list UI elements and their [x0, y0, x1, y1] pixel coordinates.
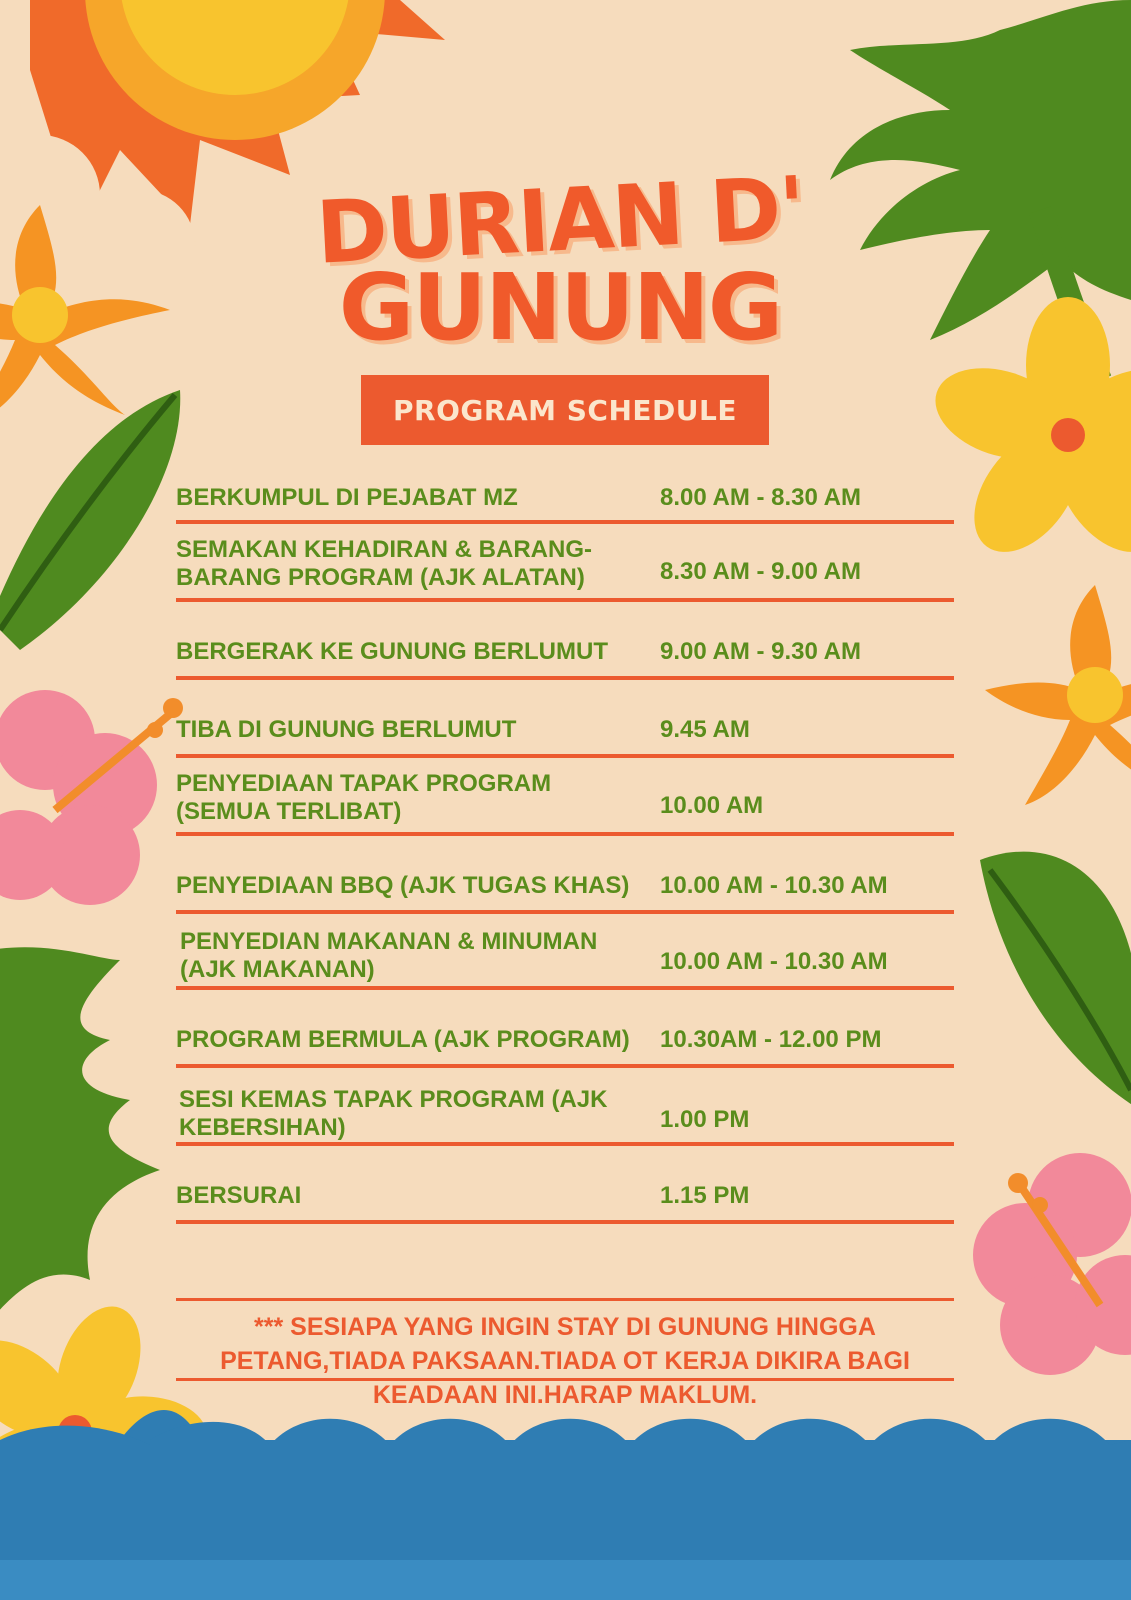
activity-label: SEMAKAN KEHADIRAN & BARANG-BARANG PROGRAM (AJK ALATAN) — [176, 536, 592, 591]
footnote: *** SESIAPA YANG INGIN STAY DI GUNUNG HINGGA PETANG,TIADA PAKSAAN.TIADA OT KERJA DIKIRA BAGI KEADAAN INI.HARAP MAKLUM. — [220, 1313, 910, 1409]
time-label: 10.00 AM - 10.30 AM — [660, 872, 888, 899]
time-label: 1.00 PM — [660, 1106, 750, 1133]
activity-label: PENYEDIAAN BBQ (AJK TUGAS KHAS) — [176, 872, 630, 899]
program-schedule-banner: PROGRAM SCHEDULE — [361, 375, 769, 445]
row-divider — [176, 1142, 954, 1146]
schedule-row — [176, 470, 954, 524]
row-divider — [176, 1064, 954, 1068]
schedule-row — [176, 1172, 954, 1224]
activity-label: TIBA DI GUNUNG BERLUMUT — [176, 716, 517, 743]
leaf-icon — [980, 852, 1131, 1110]
time-label: 10.30AM - 12.00 PM — [660, 1026, 882, 1053]
title-line-1: DURIAN D' — [313, 158, 807, 284]
schedule-row — [176, 864, 954, 914]
activity-label: BERKUMPUL DI PEJABAT MZ — [176, 484, 518, 511]
schedule-row — [176, 536, 954, 602]
activity-label: BERGERAK KE GUNUNG BERLUMUT — [176, 638, 608, 665]
wave-icon — [0, 1410, 1131, 1600]
schedule-row — [176, 926, 954, 990]
note-bottom-divider — [176, 1378, 954, 1381]
hibiscus-flower-icon — [973, 1153, 1131, 1375]
time-label: 10.00 AM - 10.30 AM — [660, 948, 888, 975]
time-label: 8.30 AM - 9.00 AM — [660, 558, 861, 585]
star-flower-icon — [985, 585, 1131, 805]
row-divider — [176, 832, 954, 836]
schedule-row — [176, 708, 954, 758]
time-label: 1.15 PM — [660, 1182, 750, 1209]
palm-tree-icon — [0, 947, 160, 1320]
activity-label: PENYEDIAN MAKANAN & MINUMAN (AJK MAKANAN) — [180, 928, 598, 983]
row-divider — [176, 1220, 954, 1224]
note-top-divider — [176, 1298, 954, 1301]
schedule-row — [176, 768, 954, 836]
activity-label: PROGRAM BERMULA (AJK PROGRAM) — [176, 1026, 630, 1053]
row-divider — [176, 676, 954, 680]
activity-label: SESI KEMAS TAPAK PROGRAM (AJK KEBERSIHAN) — [179, 1086, 608, 1141]
title-line-2: GUNUNG — [338, 254, 782, 361]
row-divider — [176, 520, 954, 524]
row-divider — [176, 910, 954, 914]
row-divider — [176, 598, 954, 602]
row-divider — [176, 986, 954, 990]
leaf-icon — [0, 390, 180, 650]
hibiscus-flower-icon — [0, 690, 183, 905]
activity-label: PENYEDIAAN TAPAK PROGRAM (SEMUA TERLIBAT) — [176, 770, 552, 825]
time-label: 8.00 AM - 8.30 AM — [660, 484, 861, 511]
plumeria-flower-icon — [924, 297, 1131, 571]
row-divider — [176, 754, 954, 758]
schedule-row — [176, 630, 954, 680]
time-label: 9.00 AM - 9.30 AM — [660, 638, 861, 665]
activity-label: BERSURAI — [176, 1182, 302, 1209]
time-label: 9.45 AM — [660, 716, 750, 743]
schedule-row — [176, 1018, 954, 1068]
schedule-row — [176, 1082, 954, 1146]
time-label: 10.00 AM — [660, 792, 764, 819]
